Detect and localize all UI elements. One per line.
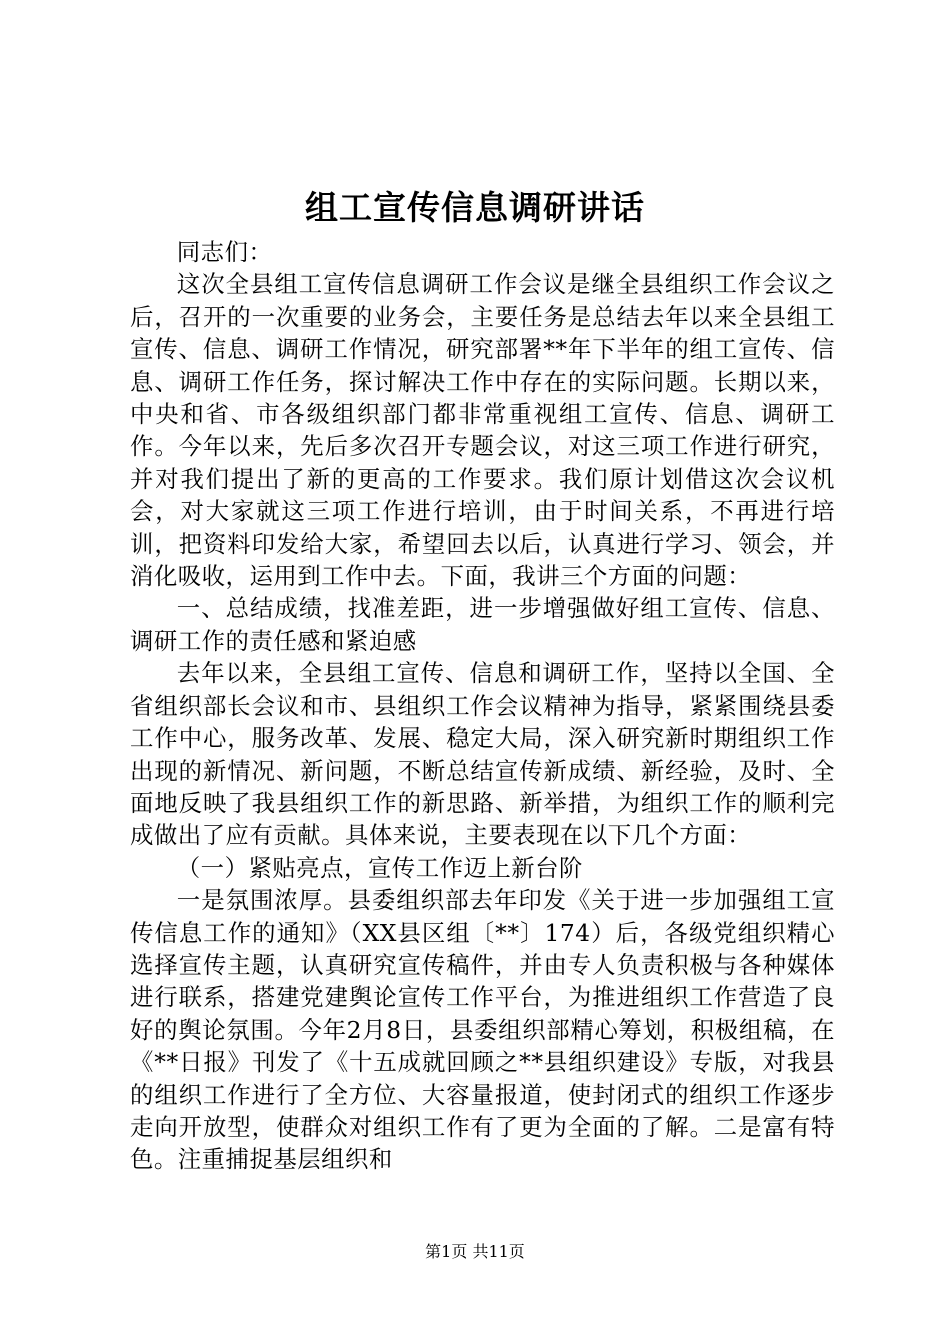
subsection-heading: （一）紧贴亮点，宣传工作迈上新台阶 [176,853,583,882]
body-paragraph: 这次全县组工宣传信息调研工作会议是继全县组织工作会议之后，召开的一次重要的业务会，主要任务是总结去年以来全县组工宣传、信息、调研工作情况，研究部署**年下半年的组工宣传、信息、调研工作任务，探讨解决工作中存在的实际问题。长期以来，中央和省、市各级组织部门都非常重视组工宣传、信息、调研工作。今年以来，先后多次召开专题会议，对这三项工作进行研究，并对我们提出了新的更高的工作要求。我们原计划借这次会议机会，对大家就这三项工作进行培训，由于时间关系，不再进行培训，把资料印发给大家，希望回去以后，认真进行学习、领会，并消化吸收，运用到工作中去。下面，我讲三个方面的问题： [130,270,835,591]
salutation-paragraph: 同志们： [176,238,273,266]
document-body [130,236,835,1176]
body-paragraph: 去年以来，全县组工宣传、信息和调研工作，坚持以全国、全省组织部长会议和市、县组织工作会议精神为指导，紧紧围绕县委工作中心，服务改革、发展、稳定大局，深入研究新时期组织工作出现的新情况、新问题，不断总结宣传新成绩、新经验，及时、全面地反映了我县组织工作的新思路、新举措，为组织工作的顺利完成做出了应有贡献。具体来说，主要表现在以下几个方面： [130,659,835,850]
document-title: 组工宣传信息调研讲话 [305,188,645,227]
page-number-footer: 第1页 共11页 [425,1242,525,1261]
section-heading: 一、总结成绩，找准差距，进一步增强做好组工宣传、信息、调研工作的责任感和紧迫感 [130,594,835,655]
body-paragraph: 一是氛围浓厚。县委组织部去年印发《关于进一步加强组工宣传信息工作的通知》（XX县区组〔**〕174）后，各级党组织精心选择宣传主题，认真研究宣传稿件，并由专人负责积极与各种媒体进行联系，搭建党建舆论宣传工作平台，为推进组织工作营造了良好的舆论氛围。今年2月8日，县委组织部精心筹划，积极组稿，在《**日报》刊发了《十五成就回顾之**县组织建设》专版，对我县的组织工作进行了全方位、大容量报道，使封闭式的组织工作逐步走向开放型，使群众对组织工作有了更为全面的了解。二是富有特色。注重捕捉基层组织和 [130,886,835,1174]
